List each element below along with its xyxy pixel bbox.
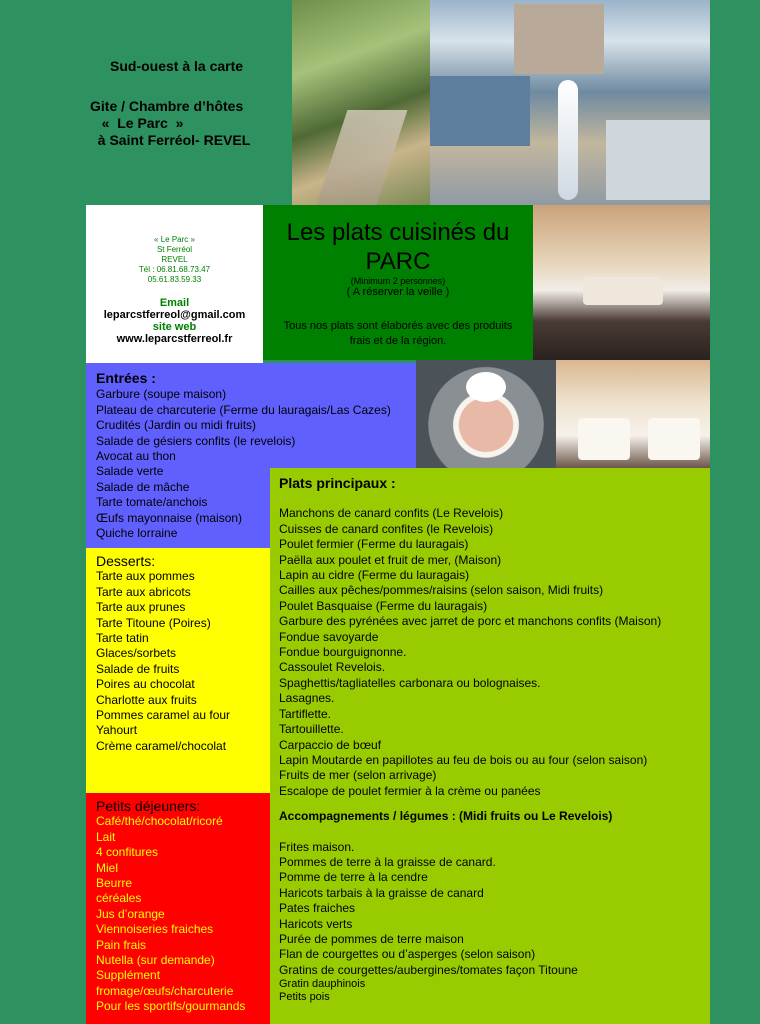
contact-line: REVEL — [161, 255, 188, 264]
contact-address — [86, 235, 263, 285]
list-item: Miel — [96, 860, 119, 875]
desserts-section — [86, 548, 270, 793]
web-label: site web — [152, 321, 197, 333]
list-item: Glaces/sorbets — [96, 646, 177, 661]
header-line-parc: « Le Parc » — [90, 115, 184, 131]
list-item: Tarte tatin — [96, 631, 149, 646]
desserts-heading: Desserts: — [96, 553, 156, 569]
list-item: Paëlla aux poulet et fruit de mer, (Maison) — [279, 552, 502, 567]
list-item: Supplément — [96, 968, 161, 983]
list-item: Pour les sportifs/gourmands — [96, 999, 246, 1014]
list-item: Pomme de terre à la cendre — [279, 870, 428, 885]
sides-heading: Accompagnements / légumes : (Midi fruits ou Le Revelois) — [279, 809, 613, 824]
desserts-list — [96, 569, 270, 754]
header-panel — [86, 0, 292, 205]
page-title: Les plats cuisinés du PARC — [286, 219, 510, 275]
list-item: Pommes caramel au four — [96, 708, 231, 723]
list-item: Carpaccio de bœuf — [279, 737, 382, 752]
list-item: Frites maison. — [279, 839, 355, 854]
list-item: Jus d’orange — [96, 906, 165, 921]
list-item: Crème caramel/chocolat — [96, 738, 227, 753]
contact-line: « Le Parc » — [154, 235, 195, 244]
list-item: Purée de pommes de terre maison — [279, 931, 464, 946]
list-item: Œufs mayonnaise (maison) — [96, 510, 243, 525]
list-item: Quiche lorraine — [96, 526, 178, 541]
list-item: Tartiflette. — [279, 706, 332, 721]
list-item: Cassoulet Revelois. — [279, 660, 386, 675]
list-item: Gratin dauphinois — [279, 978, 366, 991]
list-item: fromage/œufs/charcuterie — [96, 983, 234, 998]
list-item: céréales — [96, 891, 142, 906]
reserve-note: ( A réserver la veille ) — [346, 286, 450, 298]
list-item: Tarte Titoune (Poires) — [96, 615, 211, 630]
entrees-heading: Entrées : — [96, 370, 156, 386]
list-item: Café/thé/chocolat/ricoré — [96, 814, 223, 829]
list-item: Poulet fermier (Ferme du lauragais) — [279, 537, 469, 552]
fresh-products-note: Tous nos plats sont élaborés avec des produits frais et de la région. — [283, 320, 513, 347]
list-item: Haricots verts — [279, 916, 353, 931]
contact-line: Tél : 06.81.68.73.47 — [138, 265, 211, 274]
list-item: Tarte aux abricots — [96, 584, 191, 599]
list-item: Lapin Moutarde en papillotes au feu de bois ou au four (selon saison) — [279, 752, 648, 767]
forest-path-photo — [292, 0, 430, 205]
list-item: Fondue savoyarde — [279, 629, 379, 644]
header-line-gite: Gite / Chambre d’hôtes — [90, 98, 244, 114]
sides-list — [279, 840, 710, 1005]
contact-line: 05.61.83.59.33 — [147, 275, 202, 284]
title-panel — [263, 205, 533, 360]
list-item: Fondue bourguignonne. — [279, 645, 407, 660]
list-item: Pommes de terre à la graisse de canard. — [279, 854, 496, 869]
list-item: Manchons de canard confits (Le Revelois) — [279, 506, 504, 521]
list-item: Beurre — [96, 876, 133, 891]
breakfast-list — [96, 814, 270, 1014]
list-item: Salade de fruits — [96, 661, 180, 676]
main-dishes-list — [279, 506, 710, 799]
list-item: Salade de gésiers confits (le revelois) — [96, 433, 296, 448]
main-dishes-heading: Plats principaux : — [279, 475, 396, 491]
list-item: Lasagnes. — [279, 691, 335, 706]
list-item: Garbure (soupe maison) — [96, 387, 227, 402]
list-item: Cailles aux pêches/pommes/raisins (selon saison, Midi fruits) — [279, 583, 604, 598]
list-item: Tartouillette. — [279, 722, 344, 737]
email-address[interactable]: leparcstferreol@gmail.com — [103, 309, 246, 321]
list-item: Nutella (sur demande) — [96, 953, 215, 968]
list-item: Tarte tomate/anchois — [96, 495, 208, 510]
list-item: Salade verte — [96, 464, 164, 479]
list-item: Spaghettis/tagliatelles carbonara ou bolognaises. — [279, 675, 541, 690]
list-item: Pates fraiches — [279, 901, 356, 916]
list-item: Petits pois — [279, 991, 330, 1004]
twin-bedroom-photo — [556, 360, 710, 468]
list-item: Viennoiseries fraiches — [96, 922, 214, 937]
bedroom-photo — [533, 205, 710, 360]
list-item: Poulet Basquaise (Ferme du lauragais) — [279, 598, 488, 613]
list-item: Tarte aux pommes — [96, 569, 195, 584]
email-label: Email — [159, 297, 190, 309]
list-item: Plateau de charcuterie (Ferme du lauragais/Las Cazes) — [96, 402, 391, 417]
list-item: Cuisses de canard confites (le Revelois) — [279, 521, 494, 536]
list-item: Gratins de courgettes/aubergines/tomates façon Titoune — [279, 962, 578, 977]
contact-line: St Ferréol — [156, 245, 193, 254]
breakfast-heading: Petits déjeuners: — [96, 798, 201, 814]
list-item: Lapin au cidre (Ferme du lauragais) — [279, 568, 470, 583]
list-item: Salade de mâche — [96, 479, 190, 494]
cake-photo — [416, 360, 556, 468]
list-item: Charlotte aux fruits — [96, 692, 197, 707]
list-item: Avocat au thon — [96, 449, 176, 464]
list-item: Pain frais — [96, 937, 147, 952]
list-item: Lait — [96, 829, 116, 844]
contact-panel — [86, 205, 263, 363]
list-item: 4 confitures — [96, 845, 159, 860]
list-item: Crudités (Jardin ou midi fruits) — [96, 418, 257, 433]
list-item: Yahourt — [96, 723, 138, 738]
web-address[interactable]: www.leparcstferreol.fr — [116, 333, 233, 345]
list-item: Poires au chocolat — [96, 677, 195, 692]
header-tagline: Sud-ouest à la carte — [110, 58, 244, 74]
header-title — [90, 98, 250, 149]
main-dishes-section — [270, 468, 710, 1024]
list-item: Flan de courgettes ou d’asperges (selon saison) — [279, 947, 536, 962]
list-item: Garbure des pyrénées avec jarret de porc et manchons confits (Maison) — [279, 614, 662, 629]
list-item: Escalope de poulet fermier à la crème ou panées — [279, 783, 541, 798]
lake-collage-photo — [430, 0, 710, 205]
list-item: Fruits de mer (selon arrivage) — [279, 768, 437, 783]
header-line-location: à Saint Ferréol- REVEL — [90, 132, 251, 148]
minimum-note: (Minimum 2 personnes) — [350, 276, 446, 286]
list-item: Haricots tarbais à la graisse de canard — [279, 885, 484, 900]
breakfast-section — [86, 793, 270, 1024]
list-item: Tarte aux prunes — [96, 600, 186, 615]
